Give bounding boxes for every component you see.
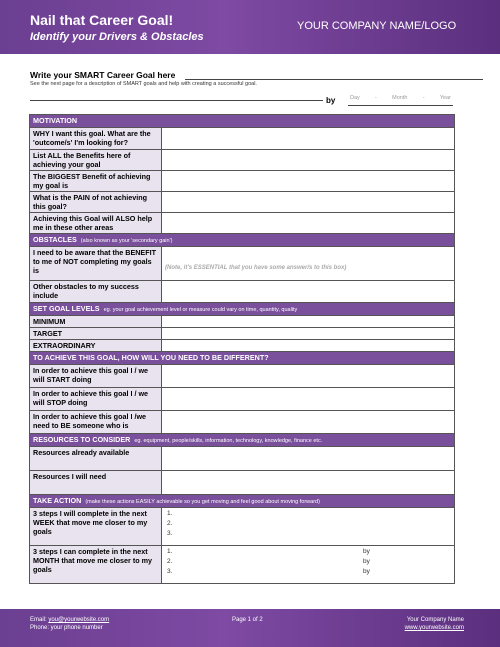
goal-input-line[interactable]	[185, 79, 483, 80]
resources-title: RESOURCES TO CONSIDER	[33, 435, 131, 444]
week-step-1[interactable]: 1.	[167, 510, 173, 517]
different-be-label: In order to achieve this goal I /we need to BE someone who is	[30, 411, 162, 434]
goal-note: See the next page for a description of SMART goals and help with creating a successful goal.	[30, 81, 257, 87]
action-heading	[30, 495, 455, 508]
motivation-why-field[interactable]	[162, 128, 455, 150]
motivation-biggest-field[interactable]	[162, 171, 455, 192]
resources-heading	[30, 434, 455, 447]
date-separator: -	[375, 95, 377, 101]
motivation-pain-field[interactable]	[162, 192, 455, 213]
levels-heading	[30, 303, 455, 316]
resources-note: eg. equipment, people/skills, information, technology, knowledge, finance etc.	[134, 438, 323, 444]
motivation-benefits-field[interactable]	[162, 150, 455, 171]
action-month-label: 3 steps I can complete in the next MONTH that move me closer to my goals	[30, 546, 162, 584]
obstacles-other-field[interactable]	[162, 281, 455, 303]
goal-input-line-2[interactable]	[30, 100, 323, 101]
goal-label: Write your SMART Career Goal here	[30, 70, 176, 80]
footer-company-name: Your Company Name	[406, 617, 464, 623]
levels-title: SET GOAL LEVELS	[33, 304, 100, 313]
week-step-3[interactable]: 3.	[167, 530, 173, 538]
level-extraordinary-field[interactable]	[162, 340, 455, 352]
month-step-1[interactable]: 1.	[167, 548, 173, 555]
motivation-also-label: Achieving this Goal will ALSO help me in these other areas	[30, 213, 162, 234]
levels-note: eg. your goal achievement level or measure could vary on time, quantity, quality	[103, 307, 298, 313]
motivation-benefits-label: List ALL the Benefits here of achieving your goal	[30, 150, 162, 171]
page-subtitle: Identify your Drivers & Obstacles	[30, 31, 204, 43]
month-step-2-by[interactable]: by	[363, 558, 370, 566]
motivation-why-label: WHY I want this goal. What are the 'outcome/s' I'm looking for?	[30, 128, 162, 150]
page-title: Nail that Career Goal!	[30, 12, 174, 28]
page-number: Page 1 of 2	[232, 617, 263, 623]
action-note: (make these actions EASILY achievable so you get moving and feel good about moving forward)	[85, 499, 320, 505]
date-separator: -	[422, 95, 425, 101]
footer-phone: Phone: your phone number	[30, 625, 103, 631]
different-be-field[interactable]	[162, 411, 455, 434]
company-logo-placeholder: YOUR COMPANY NAME/LOGO	[297, 20, 457, 32]
motivation-heading: MOTIVATION	[30, 115, 455, 128]
level-extraordinary-label: EXTRAORDINARY	[30, 340, 162, 352]
email-label: Email:	[30, 617, 47, 623]
level-target-label: TARGET	[30, 328, 162, 340]
level-minimum-field[interactable]	[162, 316, 455, 328]
month-step-2[interactable]: 2.	[167, 558, 173, 566]
action-title: TAKE ACTION	[33, 496, 82, 505]
different-stop-label: In order to achieve this goal I / we will STOP doing	[30, 388, 162, 411]
month-placeholder: Month	[392, 95, 408, 101]
resources-available-label: Resources already available	[30, 447, 162, 471]
obstacles-benefit-hint: (Note, it's ESSENTIAL that you have some answer/s to this box)	[165, 265, 347, 271]
resources-need-field[interactable]	[162, 471, 455, 495]
motivation-also-field[interactable]	[162, 213, 455, 234]
month-step-3[interactable]: 3.	[167, 568, 173, 576]
smart-goal-section	[30, 70, 453, 114]
different-start-field[interactable]	[162, 365, 455, 388]
level-target-field[interactable]	[162, 328, 455, 340]
week-step-2[interactable]: 2.	[167, 520, 173, 528]
header-banner	[0, 0, 500, 54]
obstacles-note: (also known as your 'secondary gain')	[80, 238, 173, 244]
footer-website-link[interactable]: www.yourwebsite.com	[404, 625, 464, 631]
obstacles-other-label: Other obstacles to my success include	[30, 281, 162, 303]
year-placeholder: Year	[439, 95, 451, 101]
different-heading: TO ACHIEVE THIS GOAL, HOW WILL YOU NEED TO BE DIFFERENT?	[30, 352, 455, 365]
action-month-field[interactable]	[162, 546, 455, 584]
action-week-label: 3 steps I will complete in the next WEEK that move me closer to my goals	[30, 508, 162, 546]
email-link[interactable]: you@yourwebsite.com	[48, 617, 110, 623]
level-minimum-label: MINIMUM	[30, 316, 162, 328]
goal-by-label: by	[326, 96, 336, 105]
goal-worksheet-table	[29, 114, 455, 584]
different-start-label: In order to achieve this goal I / we will START doing	[30, 365, 162, 388]
obstacles-benefit-field[interactable]	[162, 247, 455, 281]
footer-email	[30, 617, 109, 623]
resources-available-field[interactable]	[162, 447, 455, 471]
obstacles-title: OBSTACLES	[33, 235, 77, 244]
month-step-1-by[interactable]: by	[363, 548, 370, 555]
month-step-3-by[interactable]: by	[363, 568, 370, 576]
day-placeholder: Day	[350, 95, 360, 101]
different-stop-field[interactable]	[162, 388, 455, 411]
obstacles-benefit-label: I need to be aware that the BENEFIT to me of NOT completing my goals is	[30, 247, 162, 281]
obstacles-heading	[30, 234, 455, 247]
footer-banner	[0, 609, 500, 647]
goal-date-field[interactable]	[348, 94, 453, 106]
resources-need-label: Resources I will need	[30, 471, 162, 495]
action-week-field[interactable]	[162, 508, 455, 546]
motivation-biggest-label: The BIGGEST Benefit of achieving my goal is	[30, 171, 162, 192]
motivation-pain-label: What is the PAIN of not achieving this goal?	[30, 192, 162, 213]
